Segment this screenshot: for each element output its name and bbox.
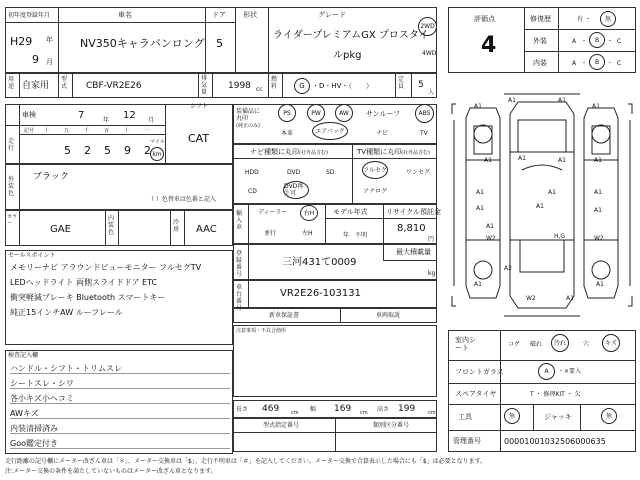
- int-color-label: 内装色: [108, 215, 115, 236]
- damage-mark: A1: [548, 189, 556, 196]
- inspector-line: シートスレ・シワ: [10, 379, 230, 389]
- equip-ps-circle: PS: [278, 104, 296, 122]
- seat-tear: 破れ: [530, 341, 543, 348]
- reg-label: 初年度登録年月: [8, 12, 51, 19]
- model-value: CBF-VR2E26: [86, 81, 142, 91]
- nav-dvd: DVD: [287, 169, 301, 176]
- reg-no-label: 登録番号: [236, 250, 243, 278]
- equip-tv: TV: [420, 130, 428, 137]
- spare-label: スペアタイヤ: [455, 390, 497, 398]
- ac-label: 冷房: [173, 219, 180, 233]
- grade-line1: ライダープレミアムGX プロスタイ: [273, 30, 429, 41]
- repair-none-circle: 無: [600, 11, 616, 27]
- damage-mark: A1: [594, 157, 602, 164]
- digit-header: 十: [124, 128, 130, 134]
- odometer-digit: 5: [64, 144, 71, 157]
- glass-label: フロントガラス: [455, 368, 504, 376]
- damage-mark: A1: [594, 189, 602, 196]
- damage-mark: A1: [474, 281, 482, 288]
- nav-title: ナビ種類に丸印(社外品含む): [250, 148, 328, 156]
- mile-label: マイル: [150, 139, 165, 145]
- sales-point-line: LEDヘッドライト 両側スライドドア ETC: [10, 278, 158, 287]
- vehicle-manual: 車両取説: [376, 312, 401, 319]
- import-dealer: ディーラー: [258, 209, 288, 216]
- jack-label: ジャッキ: [544, 413, 572, 421]
- odometer-digit: 2: [84, 144, 91, 157]
- equip-sunroof: サンルーフ: [366, 110, 401, 118]
- tv-analog: アナログ: [363, 188, 388, 195]
- sales-point-line: 衝突軽減ブレーキ Bluetooth スマートキー: [10, 293, 166, 302]
- nav-hdd: HDD: [245, 169, 259, 176]
- use-value: 自家用: [22, 81, 50, 91]
- score-value: 4: [481, 33, 497, 58]
- jack-none-circle: 無: [601, 408, 617, 424]
- damage-mark: A1: [476, 205, 484, 212]
- glass-options: ・×要入: [558, 368, 582, 375]
- drive-4wd: 4WD: [422, 50, 437, 57]
- tools-none-circle: 無: [504, 408, 520, 424]
- color-note: （ ）色替車は色番と記入: [148, 196, 216, 203]
- car-damage-diagram: [448, 90, 636, 320]
- shift-value: CAT: [188, 132, 210, 145]
- chassis-label: 車台番号: [236, 284, 243, 312]
- digit-header: 百: [104, 128, 110, 134]
- seat-stain-circle: 汚れ: [551, 334, 569, 352]
- import-right-h-circle: 右H: [300, 205, 318, 221]
- inspector-line: AWキズ: [10, 409, 230, 419]
- inspector-line: Goo鑑定付き: [10, 439, 230, 449]
- type-number-label: 型式指定番号: [263, 422, 300, 429]
- class-number-label: 類別区分番号: [373, 422, 410, 429]
- digit-header: 記号: [24, 128, 35, 134]
- grade-label: グレード: [318, 11, 346, 19]
- fuel-label: 燃料: [271, 76, 278, 90]
- height-value: 199: [398, 404, 416, 414]
- damage-mark: A1: [484, 157, 492, 164]
- travel-label: 走行: [8, 138, 15, 152]
- interior-label: 内装: [533, 59, 547, 67]
- equip-leather: 本革: [281, 130, 294, 137]
- digit-header: 万: [64, 128, 70, 134]
- recycle-label: リサイクル預託金: [386, 208, 442, 216]
- fuel-g-circle: G: [294, 78, 310, 94]
- damage-mark: A1: [594, 207, 602, 214]
- odometer-digit: 9: [124, 144, 131, 157]
- damage-mark: A1: [558, 157, 566, 164]
- ext-color-label: 外装色: [8, 176, 15, 197]
- shape-label: 形状: [243, 11, 257, 19]
- docs-frame: [233, 308, 437, 323]
- doors-value: 5: [216, 37, 223, 50]
- sales-point-line: 純正15インチAW ルーフレール: [10, 308, 123, 317]
- damage-mark: W2: [486, 235, 496, 242]
- equip-airbag-circle: エアバック: [312, 122, 348, 140]
- glass-a-circle: A: [538, 363, 555, 380]
- interior-b-circle: B: [589, 54, 605, 70]
- ext-color-value: ブラック: [33, 172, 69, 182]
- reg-no-value: 三河431て0009: [282, 257, 357, 268]
- damage-mark: A1: [558, 97, 566, 104]
- nav-cd: CD: [248, 188, 257, 195]
- color-code: GAE: [50, 224, 71, 235]
- digit-header: 千: [84, 128, 90, 134]
- car-name-value: NV350キャラバンロング: [80, 37, 205, 50]
- footer-line1: 走行距離の記号欄にメーター改ざん車は「＊」、メーター交換車は「$」、走行不明車は「＃」を記入してください。メーター交換で合算表示した場合にも「$」は必要となります。: [5, 458, 487, 465]
- grade-line2: ルpkg: [333, 50, 362, 61]
- equip-navi: ナビ: [376, 130, 389, 137]
- damage-mark: A2: [504, 265, 512, 272]
- drive-2wd-circle: 2WD: [418, 17, 437, 36]
- damage-mark: A1: [486, 223, 494, 230]
- damage-mark: A1: [596, 281, 604, 288]
- inspector-title: 検査記入欄: [8, 352, 39, 359]
- damage-mark: H,G: [554, 233, 566, 240]
- repair-options: 有 ・: [577, 16, 591, 23]
- km-circle: km: [150, 147, 164, 161]
- tv-oneseg: ワンセグ: [406, 169, 431, 176]
- notes-title: 注意事項・不具合箇所: [236, 328, 287, 334]
- model-year-value: 年 不明: [343, 232, 368, 239]
- width-value: 169: [334, 404, 352, 414]
- odometer-digit: 5: [104, 144, 111, 157]
- recycle-value: 8,810: [397, 223, 426, 234]
- exterior-b-circle: B: [589, 32, 605, 48]
- spare-options: T ・ 修理KIT ・ 欠: [530, 391, 581, 398]
- fuel-options: ・D・HV・（ ）: [312, 82, 373, 90]
- reg-month: 9: [32, 53, 39, 66]
- cap-label: 定員: [398, 76, 405, 90]
- damage-mark: A1: [536, 203, 544, 210]
- mgmt-value: 00001001032506000635: [504, 437, 606, 446]
- exterior-label: 外装: [533, 37, 547, 45]
- equip-aw-circle: AW: [335, 104, 353, 122]
- seat-hole: 穴: [583, 341, 590, 348]
- equip-pw-circle: PW: [307, 104, 325, 122]
- reg-era: H29: [10, 35, 33, 48]
- digit-header: 一: [144, 128, 150, 134]
- repair-label: 修復歴: [530, 15, 551, 23]
- color-label: カラー: [7, 214, 18, 226]
- damage-mark: A1: [592, 103, 600, 110]
- disp-value: 1998: [228, 81, 251, 91]
- shift-label: シフト: [190, 103, 209, 110]
- length-value: 469: [262, 404, 280, 414]
- seat-burn: コゲ: [508, 341, 521, 348]
- tools-label: 工具: [458, 413, 472, 421]
- damage-mark: A1: [566, 295, 574, 302]
- inspection-month: 12: [123, 110, 136, 121]
- score-label: 評価点: [474, 15, 495, 23]
- damage-mark: A1: [518, 155, 526, 162]
- equip-abs-circle: ABS: [415, 104, 434, 123]
- inspector-line: 内装清掃済み: [10, 424, 230, 434]
- import-label: 輸入車: [236, 210, 243, 231]
- seat-scratch-circle: キズ: [602, 334, 620, 352]
- inspection-label: 車検: [22, 111, 36, 119]
- disp-label: 排気量: [201, 75, 208, 96]
- notes-frame: [233, 325, 437, 397]
- damage-mark: A1: [508, 97, 516, 104]
- damage-mark: W2: [526, 295, 536, 302]
- import-left-h: 左H: [302, 230, 313, 237]
- import-parallel: 並行: [264, 230, 277, 237]
- use-label: 用途: [8, 76, 15, 90]
- footer-line2: 注:メーター交換の条件を満たしていないものはメーター改ざん車となります。: [5, 468, 217, 475]
- sales-point-line: メモリーナビ アラウンドビューモニター フルセグTV: [10, 263, 202, 272]
- odometer-digit: 2: [144, 144, 151, 157]
- new-car-warranty: 新車保証書: [269, 312, 300, 319]
- inspector-line: 各小キズ小ヘコミ: [10, 394, 230, 404]
- damage-mark: A1: [476, 189, 484, 196]
- tv-fullseg-circle: フルセグ: [362, 161, 388, 179]
- ac-value: AAC: [196, 224, 217, 235]
- mgmt-label: 管理番号: [453, 437, 481, 445]
- model-year-label: モデル年式: [333, 208, 368, 216]
- inspector-line: ハンドル・シフト・トリムスレ: [10, 364, 230, 374]
- car-name-label: 車名: [118, 11, 132, 19]
- damage-mark: W2: [594, 235, 604, 242]
- seat-label: 室内シート: [455, 336, 476, 352]
- tv-title: TV種類に丸印(社外品含む): [357, 148, 430, 156]
- damage-mark: A1: [474, 103, 482, 110]
- inspection-year: 7: [78, 110, 85, 121]
- cap-value: 5: [418, 80, 424, 90]
- door-label: ドア: [212, 11, 226, 19]
- max-load-label: 最大積載量: [396, 248, 431, 256]
- nav-sd: SD: [326, 169, 335, 176]
- ext-color-frame: [5, 164, 233, 210]
- chassis-value: VR2E26-103131: [280, 288, 361, 299]
- model-label: 型式: [61, 76, 68, 90]
- nav-dvd-playback-circle: DVD再生可: [283, 181, 309, 199]
- digit-header: 十: [44, 128, 50, 134]
- sales-points-title: セールスポイント: [8, 252, 56, 259]
